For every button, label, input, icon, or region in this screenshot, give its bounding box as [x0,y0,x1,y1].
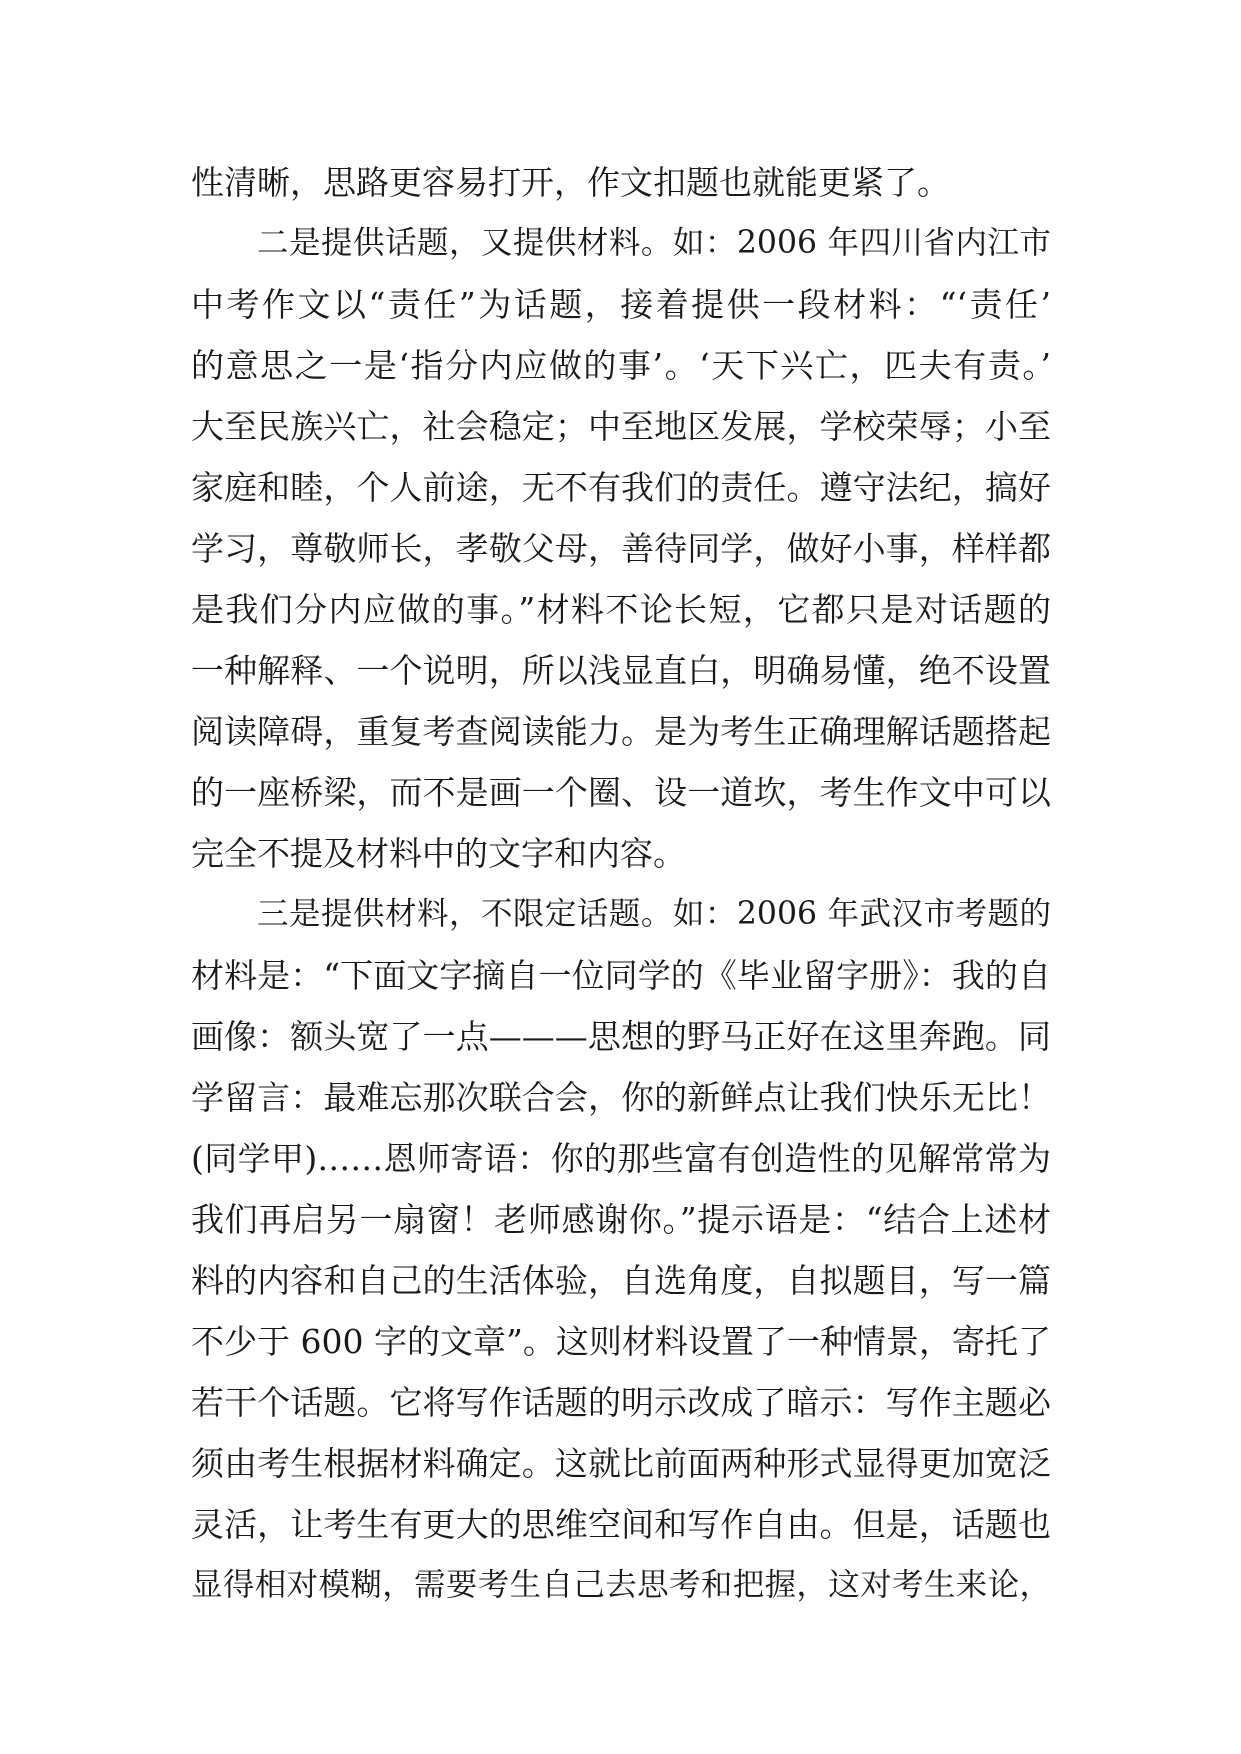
text-line: 画像：额头宽了一点———思想的野马正好在这里奔跑。同 [191,1017,1051,1056]
text-line: 一种解释、一个说明，所以浅显直白，明确易懂，绝不设置 [191,651,1051,690]
text-line: 不少于 600 字的文章”。这则材料设置了一种情景，寄托了 [191,1322,1051,1361]
text-line: 阅读障碍，重复考查阅读能力。是为考生正确理解话题搭起 [191,712,1051,751]
text-line: 材料是：“下面文字摘自一位同学的《毕业留字册》：我的自 [191,956,1051,995]
text-line: (同学甲)……恩师寄语：你的那些富有创造性的见解常常为 [191,1139,1051,1178]
text-line: 若干个话题。它将写作话题的明示改成了暗示：写作主题必 [191,1383,1051,1422]
body-text [191,152,1051,1616]
text-line: 学留言：最难忘那次联合会，你的新鲜点让我们快乐无比！ [191,1078,1051,1117]
text-line: 料的内容和自己的生活体验，自选角度，自拟题目，写一篇 [191,1261,1051,1300]
text-line: 须由考生根据材料确定。这就比前面两种形式显得更加宽泛 [191,1444,1051,1483]
text-line: 的意思之一是‘指分内应做的事’。‘天下兴亡，匹夫有责。’ [191,346,1051,385]
text-line: 的一座桥梁，而不是画一个圈、设一道坎，考生作文中可以 [191,773,1051,812]
text-line: 我们再启另一扇窗！老师感谢你。”提示语是：“结合上述材 [191,1200,1051,1239]
text-line: 性清晰，思路更容易打开，作文扣题也就能更紧了。 [191,163,950,202]
text-line: 显得相对模糊，需要考生自己去思考和把握，这对考生来论， [191,1567,1051,1603]
text-line: 学习，尊敬师长，孝敬父母，善待同学，做好小事，样样都 [191,529,1051,568]
text-line: 中考作文以“责任”为话题，接着提供一段材料：“‘责任’ [191,285,1051,324]
text-line: 三是提供材料，不限定话题。如：2006 年武汉市考题的 [257,896,1051,932]
text-line: 二是提供话题，又提供材料。如：2006 年四川省内江市 [257,225,1051,261]
text-line: 家庭和睦，个人前途，无不有我们的责任。遵守法纪，搞好 [191,468,1051,507]
text-line: 大至民族兴亡，社会稳定；中至地区发展，学校荣辱；小至 [191,407,1051,446]
text-line: 是我们分内应做的事。”材料不论长短，它都只是对话题的 [191,590,1051,629]
text-line: 完全不提及材料中的文字和内容。 [191,834,686,873]
text-line: 灵活，让考生有更大的思维空间和写作自由。但是，话题也 [191,1505,1051,1544]
